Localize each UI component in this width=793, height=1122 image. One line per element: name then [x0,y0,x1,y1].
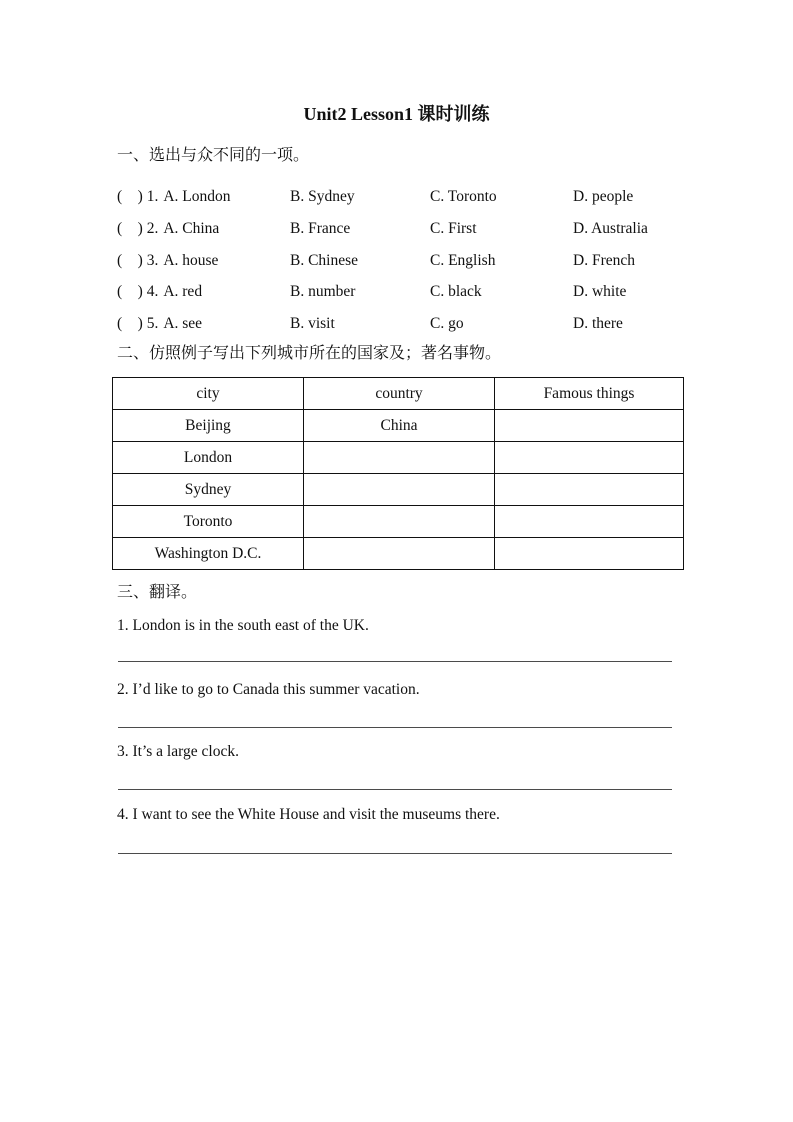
city-cell: London [113,442,304,474]
translation-sentence: 1. London is in the south east of the UK. [117,617,369,634]
option-a-group [117,314,290,334]
famous-things-cell[interactable] [495,506,684,538]
answer-line[interactable] [118,789,672,790]
city-header: city [113,378,304,410]
option-a: A. red [163,283,203,300]
option-a: A. house [163,252,219,269]
section-one-heading: 一、选出与众不同的一项。 [117,147,310,164]
famous-things-cell[interactable] [495,442,684,474]
table-header-row [113,378,684,410]
option-d: D. people [573,188,634,205]
option-a: A. China [163,220,220,237]
country-cell[interactable] [304,538,495,570]
option-a: A. London [163,188,231,205]
option-a-group [117,251,290,271]
option-c: C. go [430,315,464,332]
country-cell: China [304,410,495,442]
choice-question-row [117,251,717,271]
country-header: country [304,378,495,410]
option-b: B. France [290,220,351,237]
answer-slot[interactable]: ( ) 2. [117,220,159,237]
option-d: D. Australia [573,220,648,237]
country-cell[interactable] [304,474,495,506]
table-row [113,506,684,538]
table-row [113,410,684,442]
choice-question-row [117,282,717,302]
answer-line[interactable] [118,661,672,662]
option-a-group [117,282,290,302]
choice-question-row [117,187,717,207]
option-a: A. see [163,315,203,332]
country-cell[interactable] [304,506,495,538]
option-d: D. white [573,283,627,300]
city-cell: Sydney [113,474,304,506]
answer-slot[interactable]: ( ) 3. [117,252,159,269]
page-title: Unit2 Lesson1 课时训练 [303,104,490,124]
answer-slot[interactable]: ( ) 1. [117,188,159,205]
answer-slot[interactable]: ( ) 4. [117,283,159,300]
famous-things-cell[interactable] [495,538,684,570]
city-cell: Beijing [113,410,304,442]
choice-question-row [117,314,717,334]
table-row [113,474,684,506]
famous-things-cell[interactable] [495,410,684,442]
option-b: B. visit [290,315,335,332]
section-two-heading: 二、仿照例子写出下列城市所在的国家及；著名事物。 [117,345,502,362]
option-c: C. First [430,220,477,237]
option-a-group [117,219,290,239]
choice-question-row [117,219,717,239]
option-c: C. black [430,283,482,300]
translation-sentence: 4. I want to see the White House and visit the museums there. [117,806,500,823]
country-cell[interactable] [304,442,495,474]
translation-sentence: 2. I’d like to go to Canada this summer vacation. [117,681,420,698]
section-three-heading: 三、翻译。 [117,584,198,601]
city-country-table [112,377,684,570]
city-cell: Washington D.C. [113,538,304,570]
answer-line[interactable] [118,853,672,854]
option-c: C. Toronto [430,188,497,205]
option-c: C. English [430,252,496,269]
answer-line[interactable] [118,727,672,728]
option-d: D. French [573,252,635,269]
option-d: D. there [573,315,623,332]
option-b: B. number [290,283,356,300]
famous-things-header: Famous things [495,378,684,410]
table-row [113,442,684,474]
table-row [113,538,684,570]
option-a-group [117,187,290,207]
city-cell: Toronto [113,506,304,538]
translation-sentence: 3. It’s a large clock. [117,743,239,760]
option-b: B. Sydney [290,188,355,205]
option-b: B. Chinese [290,252,359,269]
answer-slot[interactable]: ( ) 5. [117,315,159,332]
famous-things-cell[interactable] [495,474,684,506]
